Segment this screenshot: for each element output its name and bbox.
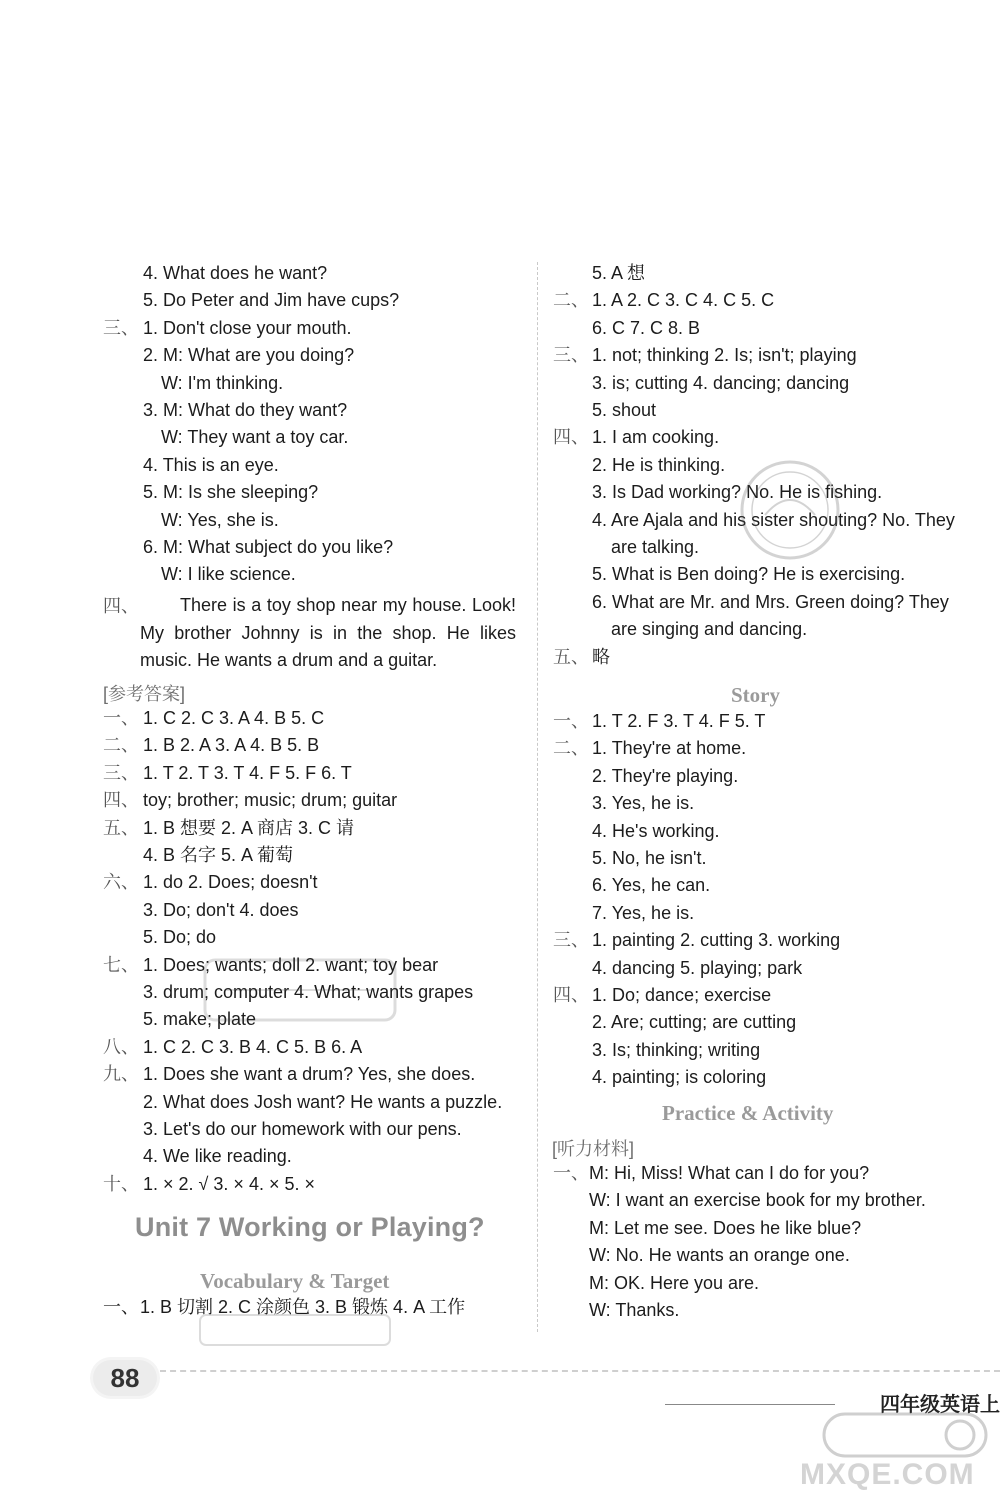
exercise-text: 1. Don't close your mouth. bbox=[143, 317, 352, 338]
answer-line bbox=[553, 454, 725, 476]
passage-text bbox=[140, 592, 516, 675]
exercise-text: W: Yes, she is. bbox=[161, 509, 279, 530]
exercise-text: 6. M: What subject do you like? bbox=[143, 537, 394, 557]
practice-heading: Practice & Activity bbox=[662, 1101, 834, 1125]
section-marker: 八、 bbox=[103, 1036, 139, 1057]
answer-line bbox=[553, 792, 694, 814]
story-heading: Story bbox=[731, 683, 780, 707]
answer-text: 1. Do; dance; exercise bbox=[592, 985, 772, 1005]
answer-line bbox=[553, 1272, 759, 1294]
footer-dashed-rule bbox=[160, 1370, 1000, 1372]
answer-line bbox=[103, 871, 318, 893]
answer-line bbox=[553, 847, 707, 869]
section-marker: 二、 bbox=[553, 290, 589, 311]
answer-text: 4. We like reading. bbox=[143, 1146, 292, 1167]
section-marker: 十、 bbox=[103, 1173, 139, 1194]
section-marker: 一、 bbox=[103, 708, 139, 728]
section-marker: 四、 bbox=[553, 427, 589, 448]
section-marker: 三、 bbox=[553, 930, 589, 951]
listening-heading: [听力材料] bbox=[552, 1139, 635, 1159]
answer-line bbox=[103, 707, 324, 729]
answer-line bbox=[103, 844, 293, 866]
exercise-line bbox=[103, 262, 327, 284]
answer-text: 1. C 2. C 3. A 4. B 5. C bbox=[143, 708, 325, 728]
answer-text: 4. He's working. bbox=[592, 820, 720, 841]
answer-text: are singing and dancing. bbox=[611, 619, 808, 640]
answer-line bbox=[553, 737, 746, 759]
answer-text: 3. Yes, he is. bbox=[592, 793, 695, 814]
answer-line bbox=[553, 344, 857, 366]
exercise-text: 3. M: What do they want? bbox=[143, 400, 348, 420]
answer-text: 6. C 7. C 8. B bbox=[592, 317, 701, 338]
answer-line bbox=[553, 372, 849, 394]
answer-text: 2. Are; cutting; are cutting bbox=[592, 1012, 797, 1033]
answer-text: 1. I am cooking. bbox=[592, 427, 720, 448]
answer-line bbox=[553, 874, 710, 896]
section-marker: 一、 bbox=[553, 1163, 589, 1183]
answer-line bbox=[553, 399, 656, 421]
answer-text: W: Thanks. bbox=[589, 1300, 680, 1320]
answer-text: M: OK. Here you are. bbox=[589, 1272, 760, 1293]
exercise-line bbox=[103, 317, 352, 339]
section-marker: 三、 bbox=[103, 762, 139, 783]
exercise-line bbox=[103, 481, 318, 503]
answer-text: 3. Do; don't 4. does bbox=[143, 899, 299, 920]
answer-text: 3. drum; computer 4. What; wants grapes bbox=[143, 982, 474, 1002]
exercise-text: W: I like science. bbox=[161, 564, 296, 585]
answer-text: 6. Yes, he can. bbox=[592, 875, 711, 896]
answer-text: 1. C 2. C 3. B 4. C 5. B 6. A bbox=[143, 1036, 363, 1057]
answer-line bbox=[103, 734, 319, 756]
answer-text: 1. T 2. F 3. T 4. F 5. T bbox=[592, 711, 766, 731]
answer-text: 7. Yes, he is. bbox=[592, 902, 695, 923]
section-marker: 五、 bbox=[103, 817, 139, 838]
answer-line bbox=[553, 618, 807, 640]
answer-line bbox=[103, 899, 299, 921]
answer-line bbox=[553, 710, 765, 732]
vocab-heading: Vocabulary & Target bbox=[200, 1269, 390, 1293]
passage-marker: 四、 bbox=[103, 596, 139, 616]
answer-text: 5. make; plate bbox=[143, 1009, 257, 1030]
section-marker: 七、 bbox=[103, 954, 139, 975]
exercise-text: 4. What does he want? bbox=[143, 263, 328, 283]
answer-text: 1. × 2. √ 3. × 4. × 5. × bbox=[143, 1173, 315, 1194]
answer-text: 5. No, he isn't. bbox=[592, 848, 707, 868]
exercise-line bbox=[103, 372, 283, 394]
book-title: 四年级英语上 bbox=[880, 1394, 1000, 1416]
answer-text: 6. What are Mr. and Mrs. Green doing? They bbox=[592, 591, 949, 612]
answer-text: 1. do 2. Does; doesn't bbox=[143, 872, 318, 893]
answer-line bbox=[553, 765, 738, 787]
answer-text: 4. Are Ajala and his sister shouting? No. They bbox=[592, 509, 955, 530]
answer-line bbox=[553, 591, 949, 613]
answer-line bbox=[553, 289, 774, 311]
answer-text: W: No. He wants an orange one. bbox=[589, 1245, 850, 1266]
watermark-url: MXQE.COM bbox=[800, 1458, 975, 1491]
section-marker: 四、 bbox=[553, 985, 589, 1005]
answer-text: 略 bbox=[592, 646, 610, 667]
exercise-line bbox=[103, 454, 279, 476]
answer-text: 1. B 2. A 3. A 4. B 5. B bbox=[143, 735, 320, 756]
answer-text: 1. not; thinking 2. Is; isn't; playing bbox=[592, 345, 857, 366]
answer-line bbox=[553, 563, 905, 585]
answer-line bbox=[553, 1299, 679, 1321]
section-marker: 二、 bbox=[553, 738, 589, 759]
answer-line bbox=[103, 789, 397, 811]
exercise-line bbox=[103, 509, 279, 531]
answer-text: 5. shout bbox=[592, 400, 657, 420]
exercise-line bbox=[103, 426, 348, 448]
answer-text: 2. What does Josh want? He wants a puzzle. bbox=[143, 1091, 503, 1112]
answer-line bbox=[553, 1039, 760, 1061]
exercise-line bbox=[103, 289, 399, 311]
answer-line bbox=[553, 1217, 861, 1239]
exercise-line bbox=[103, 344, 354, 366]
answer-text: 2. He is thinking. bbox=[592, 454, 726, 475]
passage-body: There is a toy shop near my house. Look! My brother Johnny is in the shop. He likes music. He wants a drum and a guitar. bbox=[140, 595, 516, 670]
answer-line bbox=[103, 1145, 292, 1167]
answer-line bbox=[553, 957, 802, 979]
exercise-line bbox=[103, 536, 393, 558]
answer-key-heading: [参考答案] bbox=[103, 684, 186, 704]
answer-line bbox=[103, 1063, 475, 1085]
answer-line bbox=[553, 262, 645, 284]
exercise-text: 5. M: Is she sleeping? bbox=[143, 482, 319, 503]
exercise-text: W: I'm thinking. bbox=[161, 372, 284, 393]
footer-rule bbox=[665, 1404, 835, 1405]
answer-text: 5. A 想 bbox=[592, 263, 646, 283]
exercise-line bbox=[103, 399, 347, 421]
answer-line bbox=[103, 1091, 502, 1113]
stamp-watermark-left bbox=[200, 955, 400, 1025]
answer-line bbox=[553, 646, 610, 668]
answer-line bbox=[103, 1118, 462, 1140]
answer-text: 5. What is Ben doing? He is exercising. bbox=[592, 564, 906, 585]
answer-text: are talking. bbox=[611, 537, 700, 557]
answer-text: 3. Let's do our homework with our pens. bbox=[143, 1119, 462, 1139]
exercise-text: 2. M: What are you doing? bbox=[143, 345, 355, 366]
answer-line bbox=[553, 1162, 869, 1184]
column-divider bbox=[537, 262, 538, 1332]
site-logo-watermark bbox=[820, 1410, 990, 1460]
answer-text: 1. T 2. T 3. T 4. F 5. F 6. T bbox=[143, 762, 352, 783]
exercise-text: 5. Do Peter and Jim have cups? bbox=[143, 290, 400, 311]
answer-line bbox=[103, 926, 216, 948]
answer-text: M: Let me see. Does he like blue? bbox=[589, 1217, 862, 1238]
exercise-text: 4. This is an eye. bbox=[143, 454, 279, 475]
answer-text: 3. is; cutting 4. dancing; dancing bbox=[592, 372, 850, 393]
section-marker: 三、 bbox=[553, 345, 589, 366]
section-marker: 五、 bbox=[553, 646, 589, 667]
answer-line bbox=[553, 536, 699, 558]
exercise-text: W: They want a toy car. bbox=[161, 427, 349, 448]
answer-line bbox=[103, 1036, 362, 1058]
answer-text: M: Hi, Miss! What can I do for you? bbox=[589, 1163, 870, 1183]
vocab-marker: 一、 bbox=[103, 1297, 139, 1317]
section-marker: 一、 bbox=[553, 711, 589, 731]
answer-line bbox=[553, 1244, 850, 1266]
exercise-line bbox=[103, 563, 296, 585]
vocab-text: 1. B 切割 2. C 涂颜色 3. B 锻炼 4. A 工作 bbox=[140, 1297, 466, 1317]
answer-line bbox=[103, 817, 354, 839]
answer-line bbox=[553, 1189, 926, 1211]
round-stamp-watermark bbox=[735, 455, 845, 565]
answer-line bbox=[553, 820, 720, 842]
section-marker: 三、 bbox=[103, 317, 139, 338]
unit-title: Unit 7 Working or Playing? bbox=[135, 1212, 485, 1242]
answer-text: 5. Do; do bbox=[143, 927, 217, 948]
answer-text: 4. B 名字 5. A 葡萄 bbox=[143, 845, 294, 865]
answer-text: toy; brother; music; drum; guitar bbox=[143, 790, 398, 811]
answer-line bbox=[553, 1066, 766, 1088]
answer-text: 3. Is Dad working? No. He is fishing. bbox=[592, 482, 883, 503]
answer-text: 1. B 想要 2. A 商店 3. C 请 bbox=[143, 817, 355, 838]
answer-line bbox=[553, 929, 840, 951]
answer-text: 1. painting 2. cutting 3. working bbox=[592, 930, 841, 951]
section-marker: 二、 bbox=[103, 735, 139, 756]
answer-text: 4. painting; is coloring bbox=[592, 1067, 767, 1088]
answer-line bbox=[553, 426, 719, 448]
answer-text: 1. They're at home. bbox=[592, 738, 747, 759]
answer-text: W: I want an exercise book for my brother. bbox=[589, 1190, 926, 1211]
section-marker: 九、 bbox=[103, 1064, 139, 1085]
page-number: 88 bbox=[93, 1360, 157, 1396]
answer-line bbox=[103, 762, 352, 784]
answer-text: 1. Does she want a drum? Yes, she does. bbox=[143, 1064, 476, 1085]
answer-text: 1. A 2. C 3. C 4. C 5. C bbox=[592, 290, 775, 311]
answer-text: 2. They're playing. bbox=[592, 765, 739, 786]
section-marker: 四、 bbox=[103, 790, 139, 811]
answer-line bbox=[103, 1173, 315, 1195]
answer-text: 1. Does; wants; doll 2. want; toy bear bbox=[143, 954, 439, 975]
answer-text: 3. Is; thinking; writing bbox=[592, 1039, 761, 1060]
answer-line bbox=[553, 1011, 796, 1033]
answer-line bbox=[553, 902, 694, 924]
section-marker: 六、 bbox=[103, 872, 139, 893]
answer-line bbox=[553, 317, 700, 339]
stamp-watermark-bottom bbox=[195, 1310, 395, 1350]
answer-line bbox=[553, 984, 771, 1006]
answer-text: 4. dancing 5. playing; park bbox=[592, 957, 803, 978]
